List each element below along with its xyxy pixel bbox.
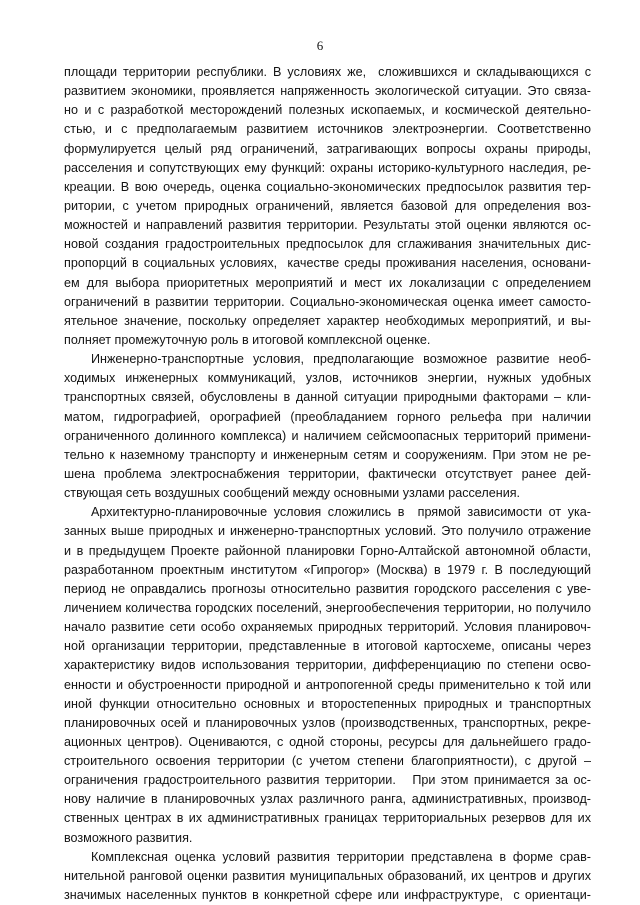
text-line: ационных центров). Оцениваются, с одной стороны, ресурсы для дальнейшего градо- (64, 734, 591, 749)
text-line: характеристику видов использования территории, дифференциацию по степени осво- (64, 658, 591, 673)
text-line: ходимых инженерных коммуникаций, узлов, источников энергии, нужных удобных (64, 371, 591, 386)
text-line: и в предыдущем Проекте районной планировки Горно-Алтайской автономной области, (64, 543, 591, 558)
text-line: личением количества городских поселений, энергообеспечения территории, но получило (64, 600, 591, 615)
text-line: ем для выбора приоритетных мероприятий и мест их локализации с определением (64, 275, 591, 290)
text-line: тельно к наземному транспорту и инженерным сетям и сооружениям. При этом не ре- (64, 447, 591, 462)
text-line: ограничения градостроительного развития территории. При этом принимается за ос- (64, 773, 591, 788)
text-line: значимых населенных пунктов в конкретной сфере или инфраструктуре, с ориентаци- (64, 888, 591, 903)
page-number: 6 (316, 38, 324, 53)
text-line: транспортных связей, обусловлены в данной ситуации природными факторами – кли- (64, 390, 591, 405)
text-line: Комплексная оценка условий развития территории представлена в форме срав- (91, 849, 591, 864)
paragraph (64, 503, 591, 848)
text-line: расселения и сопутствующих ему функций: охраны историко-культурного наследия, ре- (64, 160, 591, 175)
text-line: строительного освоения территории (с учетом степени благоприятности), с другой – (64, 754, 591, 769)
text-line: Инженерно-транспортные условия, предполагающие возможное развитие необ- (91, 352, 591, 367)
text-line: новой создания градостроительных предпосылок для сглаживания значительных дис- (64, 237, 591, 252)
text-line: но и с разработкой месторождений полезных ископаемых, и космической деятельно- (64, 103, 591, 118)
text-line: ствующая сеть воздушных сообщений между основными узлами расселения. (64, 486, 521, 501)
text-line: формулируется целый ряд ограничений, затрагивающих вопросы охраны природы, (64, 141, 591, 156)
text-line: матом, гидрографией, орографией (преобладанием горного рельефа при наличии (64, 409, 591, 424)
text-line: возможного развития. (64, 830, 193, 845)
text-line: енности и обустроенности природной и антропогенной среды применительно к той или (64, 677, 591, 692)
text-line: планировочных осей и планировочных узлов (производственных, транспортных, рекре- (64, 715, 591, 730)
text-line: нову наличие в планировочных узлах различного ранга, административных, производ- (64, 792, 591, 807)
text-line: развитием экономики, проявляется напряженность экологической ситуации. Это связа- (64, 84, 591, 99)
text-line: креации. В вою очередь, оценка социально-экономических предпосылок развития тер- (64, 179, 591, 194)
text-line: ятельное значение, поскольку определяет характер необходимых мероприятий, и вы- (64, 313, 591, 328)
text-line: нительной ранговой оценки развития муниципальных образований, их центров и других (64, 868, 591, 883)
text-line: ной организации территории, представленные в итоговой картосхеме, описаны через (64, 639, 591, 654)
body-text (64, 63, 591, 905)
text-line: шена проблема электроснабжения территории, фактически отсутствует ранее дей- (64, 466, 591, 481)
text-line: разработанном проектным институтом «Гипрогор» (Москва) в 1979 г. В последующий (64, 562, 591, 577)
text-line: ритории, с учетом природных ограничений, является базовой для определения воз- (64, 198, 591, 213)
text-line: ограничений в развитии территории. Социально-экономическая оценка имеет самосто- (64, 294, 591, 309)
text-line: площади территории республики. В условиях же, сложившихся и складывающихся с (64, 65, 591, 79)
text-line: пропорций в социальных условиях, качестве среды проживания населения, основани- (64, 256, 591, 271)
text-line: ограниченного долинного комплекса) и наличием сейсмоопасных территорий примени- (64, 428, 591, 443)
text-line: иной функции относительно основных и второстепенных природных и транспортных (64, 696, 591, 711)
text-line: ственных центрах в их административных границах территориальных резервов для их (64, 811, 591, 826)
paragraph (64, 350, 591, 503)
text-line: полняет промежуточную роль в итоговой комплексной оценке. (64, 332, 431, 347)
text-line: период не оправдались прогнозы относительно развития городского расселения с уве- (64, 581, 591, 596)
text-line: занных выше природных и инженерно-транспортных условий. Это получило отражение (64, 524, 591, 539)
text-line: можностей и направлений развития территории. Результаты этой оценки являются ос- (64, 218, 591, 233)
paragraph (64, 848, 591, 905)
text-line: начало развитие сети особо охраняемых природных территорий. Условия планировоч- (64, 620, 591, 635)
text-line: Архитектурно-планировочные условия сложились в прямой зависимости от ука- (91, 505, 591, 520)
text-line: стью, и с предполагаемым развитием источников электроэнергии. Соответственно (64, 122, 591, 137)
paragraph (64, 63, 591, 350)
